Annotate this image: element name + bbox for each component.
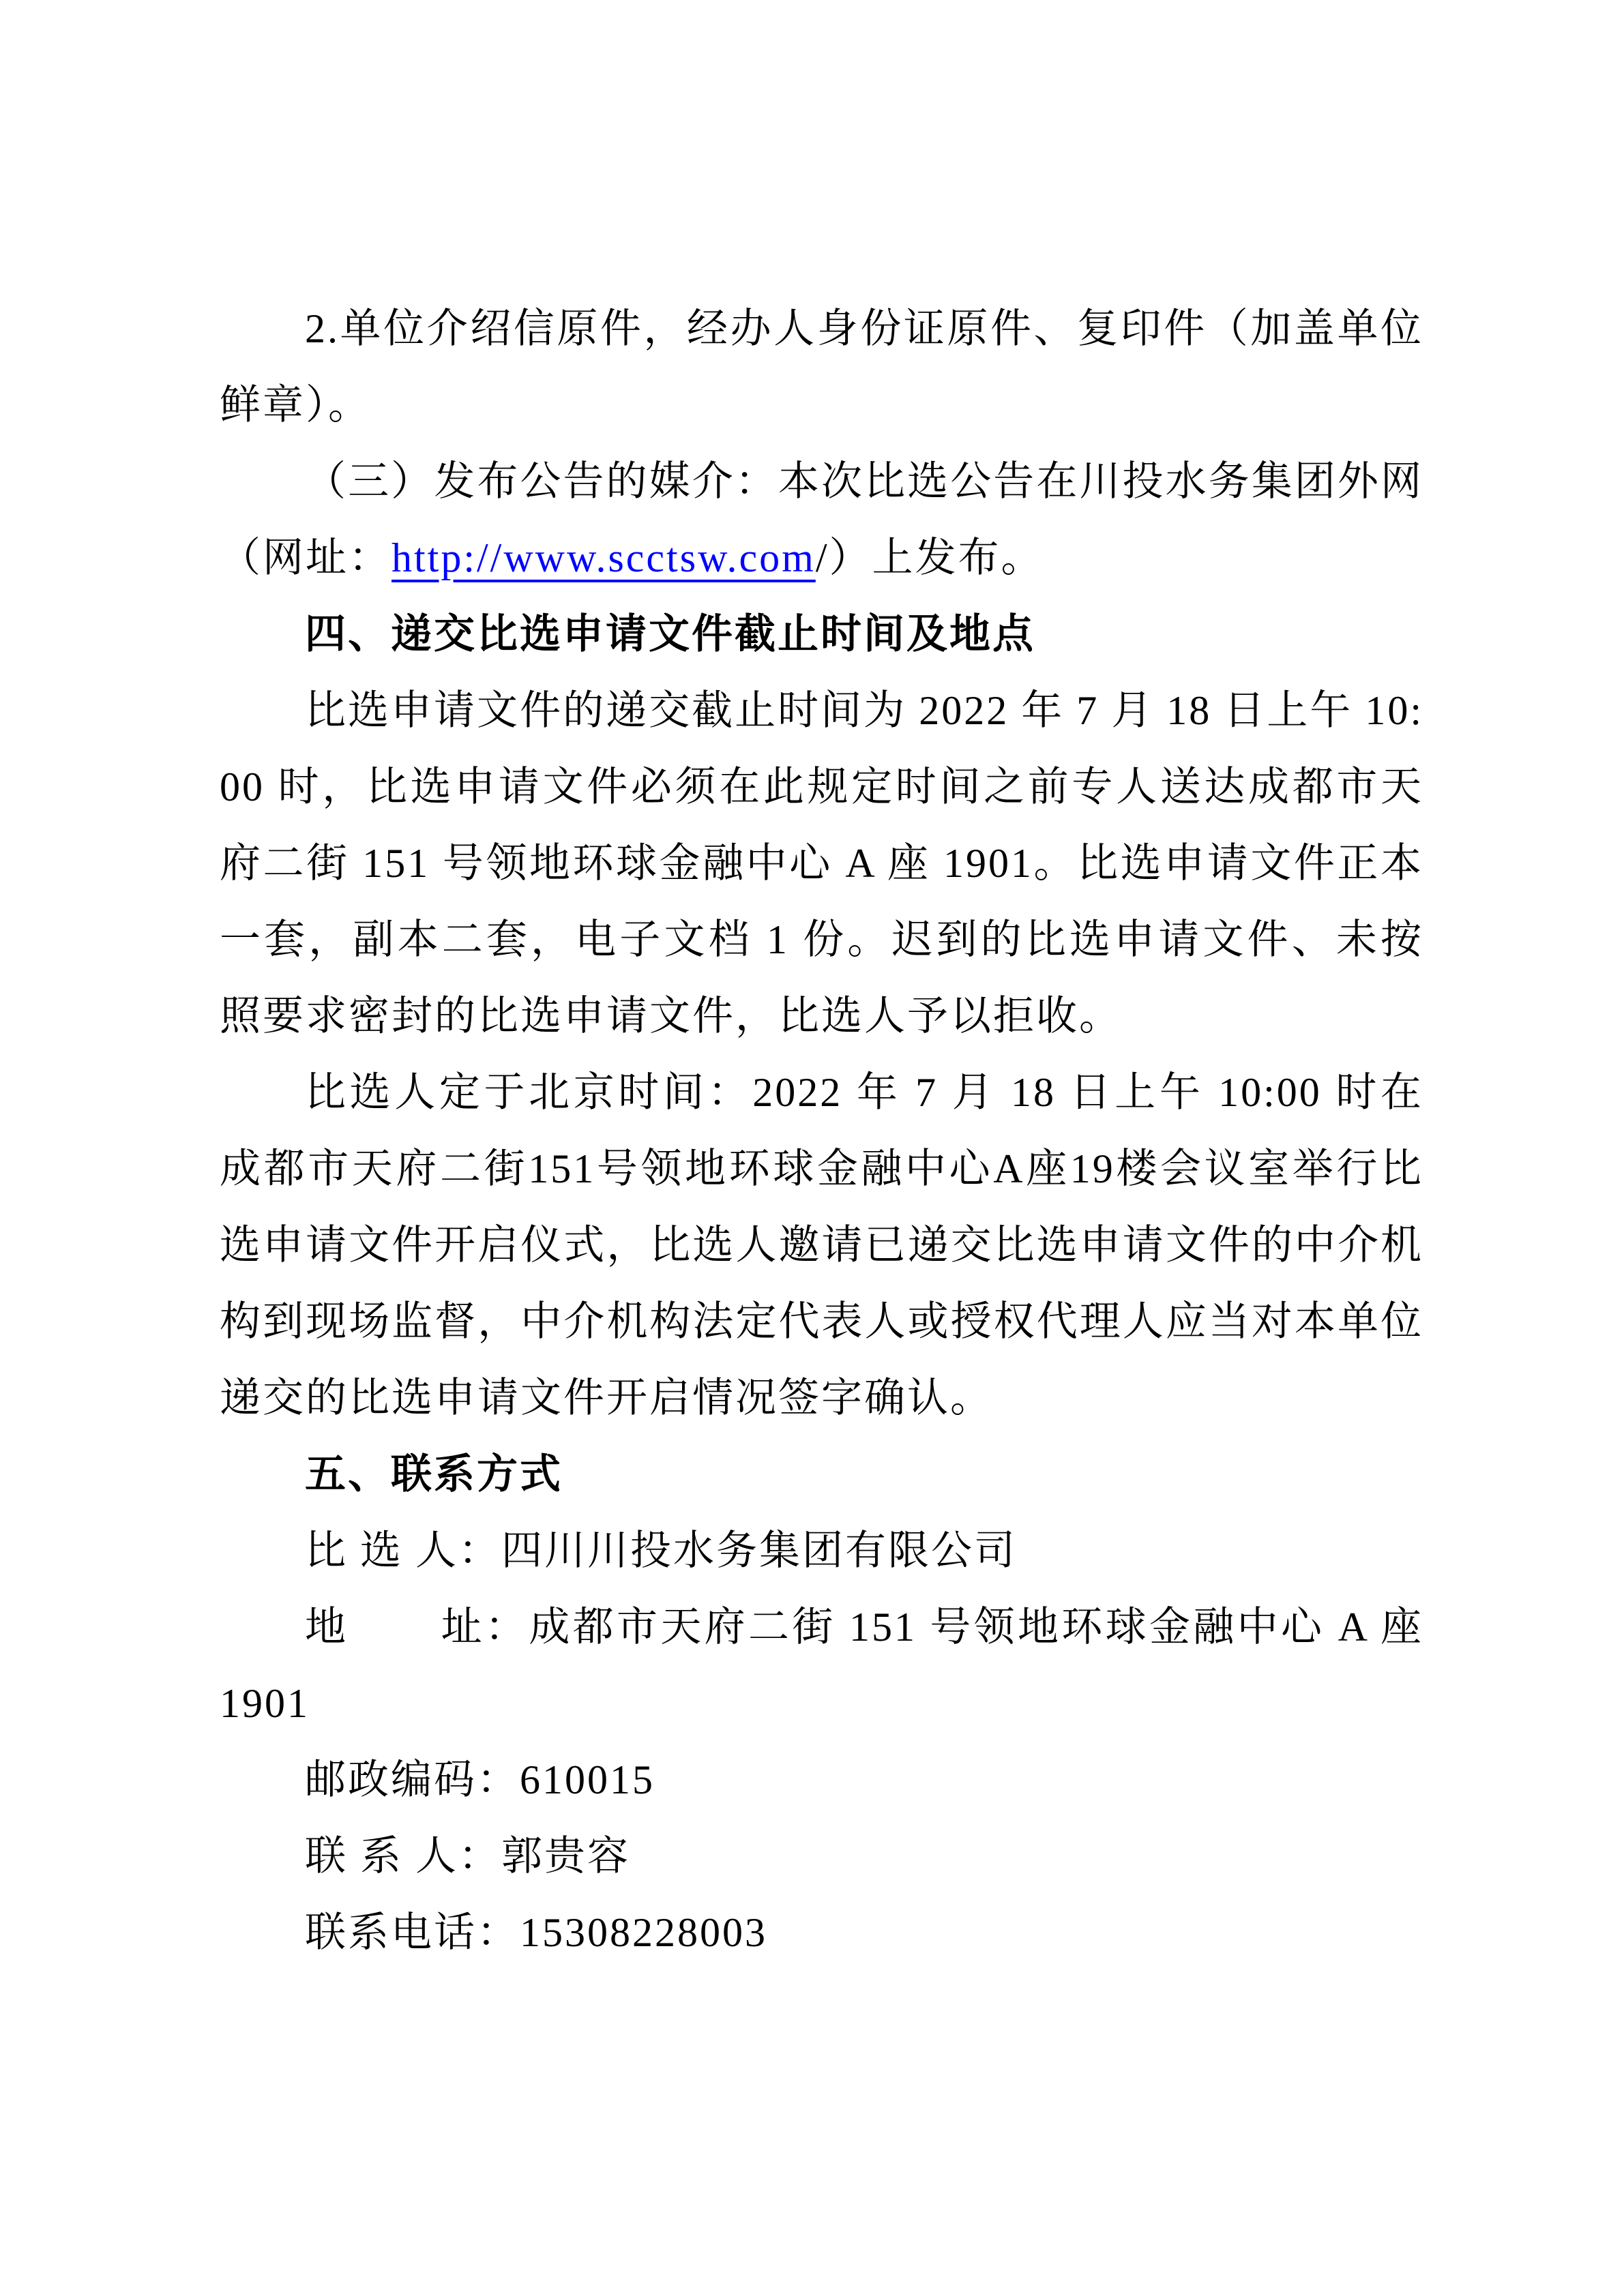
contact-line-address: 地 址：成都市天府二街 151 号领地环球金融中心 A 座 1901 — [220, 1605, 1436, 1726]
section-5-heading: 五、联系方式 — [305, 1451, 563, 1497]
contact-line-contact-person: 联 系 人：郭贵容 — [305, 1834, 630, 1879]
contact-line-postal-code: 邮政编码：610015 — [305, 1757, 655, 1802]
paragraph-announcement-media — [220, 443, 1423, 596]
paragraph-opening-ceremony: 比选人定于北京时间：2022 年 7 月 18 日上午 10:00 时在成都市天府二街151号领地环球金融中心A座19楼会议室举行比选申请文件开启仪式，比选人邀请已递交比选申请文件的中介机构到现场监督，中介机构法定代表人或授权代理人应当对本单位递交的比选申请文件开启情况签字确认。 — [220, 1070, 1423, 1420]
contact-line-phone: 联系电话：15308228003 — [305, 1910, 767, 1955]
paragraph-intro-letter: 2.单位介绍信原件，经办人身份证原件、复印件（加盖单位鲜章）。 — [220, 306, 1423, 428]
document-content — [220, 290, 1436, 1971]
contact-line-selector: 比 选 人：四川川投水务集团有限公司 — [305, 1528, 1017, 1573]
section-4-heading: 四、递交比选申请文件截止时间及地点 — [305, 611, 1035, 657]
media-text-after-link: /）上发布。 — [815, 535, 1044, 580]
media-text-before-link: （三）发布公告的媒介：本次比选公告在川投水务集团外网（网址： — [220, 459, 1423, 580]
paragraph-submission-deadline: 比选申请文件的递交截止时间为 2022 年 7 月 18 日上午 10:00 时，比选申请文件必须在此规定时间之前专人送达成都市天府二街 151 号领地环球金融中心 A 座 1901。比选申请文件正本一套，副本二套，电子文档 1 份。迟到的比选申请文件、未按照要求密封的比选申请文件，比选人予以拒收。 — [220, 688, 1423, 1039]
website-link[interactable]: http://www.scctsw.com — [392, 535, 816, 580]
